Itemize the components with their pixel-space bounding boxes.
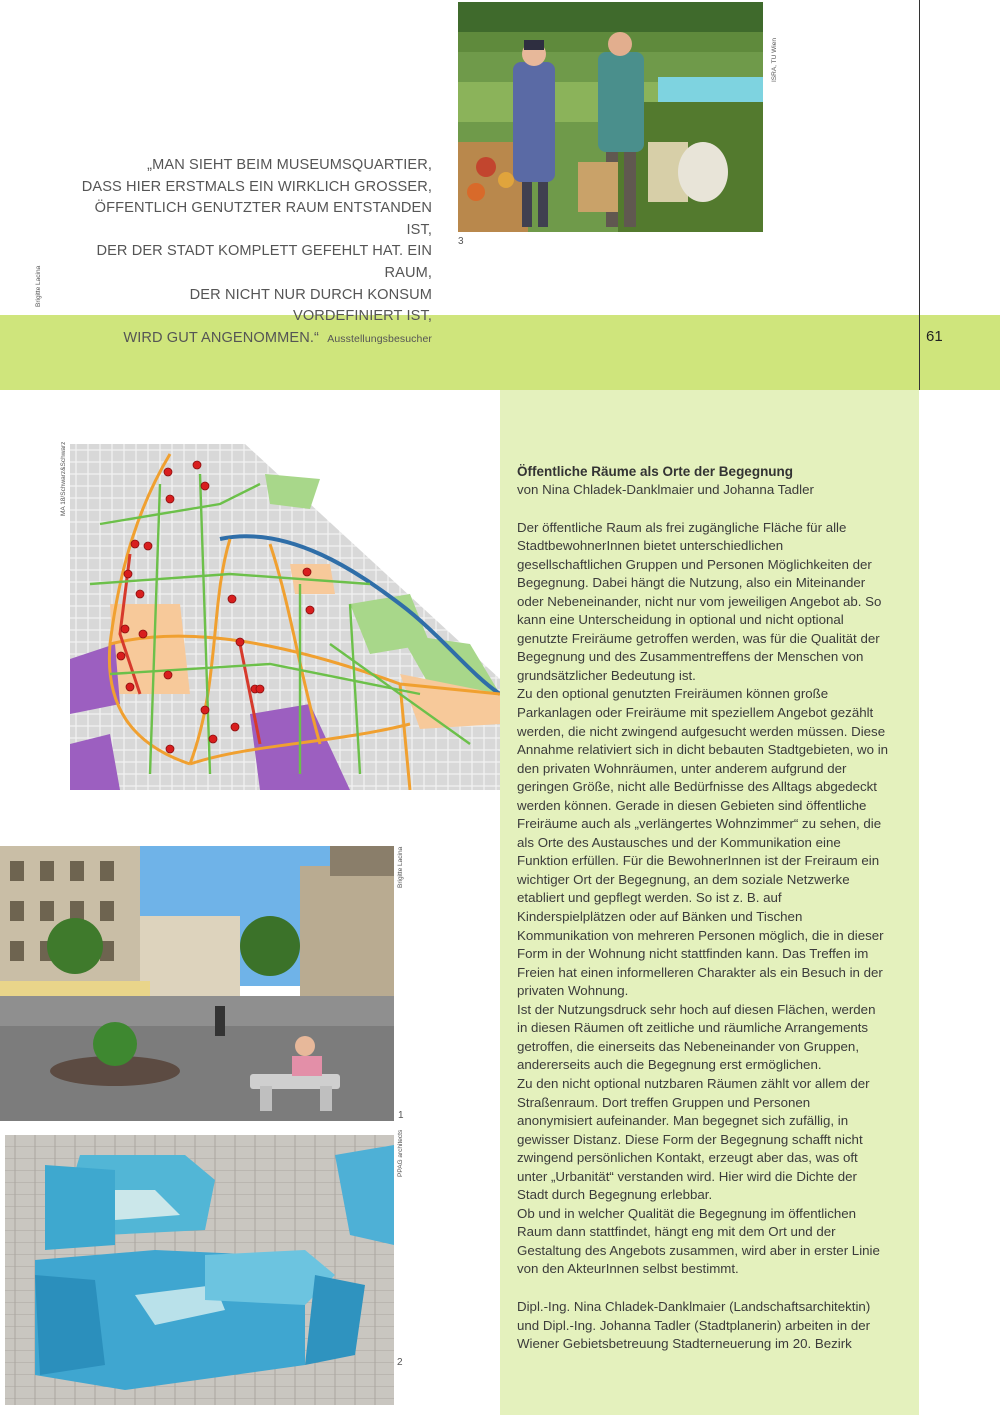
- quote-line: DASS HIER ERSTMALS EIN WIRKLICH GROSSER,: [81, 178, 432, 195]
- quote-line: [80, 328, 432, 351]
- quote-credit: Brigitte Lacina: [35, 265, 42, 307]
- article-paragraph: Zu den nicht optional nutzbaren Räumen zählt vor allem der Straßenraum. Dort treffen Gruppen und Personen anonymisiert aufeinander. Man begegnet sich zufällig, in gewisser Distanz. Diese Form der Begegnung schafft nicht zwingend persönlichen Kontakt, erzeugt aber das, was oft unter „Urbanität“ verstanden wird. Hier wird die Dichte der Stadt durch Begegnung erlebbar.: [517, 1075, 870, 1203]
- quote-line: ÖFFENTLICH GENUTZTER RAUM ENTSTANDEN IST,: [94, 200, 432, 238]
- photo-1-square: [0, 846, 394, 1121]
- article: [517, 462, 889, 1354]
- figure-number-2: 2: [397, 1357, 403, 1368]
- author-bio: Dipl.-Ing. Nina Chladek-Danklmaier (Landschaftsarchitektin) und Dipl.-Ing. Johanna Tadler (Stadtplanerin) arbeiten in der Wiener Gebietsbetreuung Stadterneuerung im 20. Bezirk: [517, 1298, 871, 1352]
- quote-source: Ausstellungsbesucher: [327, 332, 432, 345]
- figure-number-1: 1: [398, 1110, 404, 1121]
- figure-number-3: 3: [458, 236, 464, 247]
- article-title: Öffentliche Räume als Orte der Begegnung: [517, 464, 794, 479]
- photo-2-street-furniture: [5, 1135, 394, 1405]
- photo-3-market: [458, 2, 763, 232]
- article-paragraph: Zu den optional genutzten Freiräumen können große Parkanlagen oder Freiräume mit speziellem Angebot gezählt werden, die nicht zwingend aufgesucht werden müssen. Diese Annahme relativiert sich in dicht bebauten Stadtgebieten, wo in den privaten Wohnräumen, unter anderem aufgrund der geringen Größe, nicht alle Bedürfnisse des Alltags abgedeckt werden können. Gerade in diesen Gebieten sind öffentliche Freiräume auch als „verlängertes Wohnzimmer“ zu sehen, die als Orte des Austausches und der Kommunikation eine Funktion erfüllen. Für die BewohnerInnen ist der Freiraum ein wichtiger Ort der Begegnung, an dem soziale Netzwerke etabliert und gepflegt werden. So ist z. B. auf Kinderspielplätzen oder auf Bänken und Tischen Kommunikation von mehreren Personen möglich, die in dieser Form in der Wohnung nicht stattfinden kann. Das Treffen im Freien hat einen informelleren Charakter als ein Besuch in der privaten Wohnung.: [517, 686, 889, 999]
- article-byline: von Nina Chladek-Danklmaier und Johanna Tadler: [517, 482, 814, 497]
- map-credit: MA 18/Schwarz&Schwarz: [60, 441, 67, 516]
- pull-quote: [80, 155, 432, 350]
- article-paragraph: Ob und in welcher Qualität die Begegnung im öffentlichen Raum dann stattfindet, hängt eng mit dem Ort und der Gestaltung des Angebots zusammen, wird aber in erster Linie von den AkteurInnen selbst bestimmt.: [517, 1205, 880, 1277]
- page-number: 61: [926, 328, 943, 345]
- quote-line: DER DER STADT KOMPLETT GEFEHLT HAT. EIN RAUM,: [96, 243, 432, 281]
- photo-1-credit: Brigitte Lacina: [397, 846, 404, 888]
- quote-line: „MAN SIEHT BEIM MUSEUMSQUARTIER,: [147, 157, 432, 173]
- district-map: [70, 444, 500, 790]
- page-margin-rule: [919, 0, 920, 390]
- quote-line: DER NICHT NUR DURCH KONSUM VORDEFINIERT IST,: [189, 286, 432, 325]
- photo-2-credit: PPAG architects: [397, 1129, 404, 1177]
- article-paragraph: Der öffentliche Raum als frei zugängliche Fläche für alle StadtbewohnerInnen bietet unterschiedlichen gesellschaftlichen Gruppen und Personen Möglichkeiten der Begegnung. Dabei hängt die Nutzung, also ein Miteinander oder Nebeneinander, nicht nur vom jeweiligen Angebot ab. So kann eine Unterscheidung in optional und nicht optional genutzte Freiräume getroffen werden, was für die Qualität der Begegnung und des Zusammentreffens der Menschen von grundsätzlicher Bedeutung ist.: [517, 519, 882, 683]
- photo-3-credit: ISRA, TU Wien: [771, 38, 778, 82]
- article-paragraph: Ist der Nutzungsdruck sehr hoch auf diesen Flächen, werden in diesen Räumen oft zeitliche und räumliche Arrangements getroffen, die einerseits das Nebeneinander von Gruppen, andererseits auch die Begegnung erst ermöglichen.: [517, 1001, 876, 1073]
- quote-last-line: WIRD GUT ANGENOMMEN.“: [123, 329, 319, 346]
